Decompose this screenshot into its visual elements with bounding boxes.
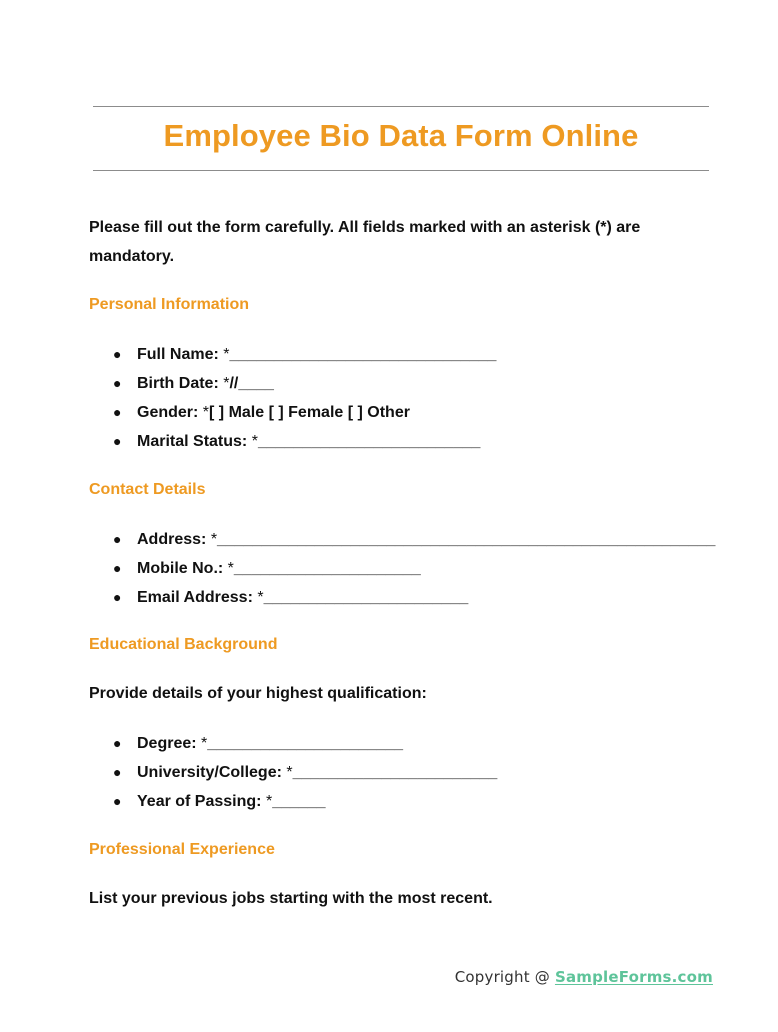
required-asterisk: * [223,375,230,392]
education-description: Provide details of your highest qualification: [89,685,427,702]
page-title: Employee Bio Data Form Online [163,118,639,153]
bullet-icon: ● [113,531,122,547]
field-label: Year of Passing: [137,793,262,810]
section-heading-contact: Contact Details [89,481,206,498]
personal-fields-list [89,340,496,456]
field-blank[interactable]: _____________________ [233,560,421,577]
field-blank[interactable]: ______________________ [207,735,404,752]
field-blank[interactable]: _______________________ [263,589,469,606]
bullet-icon: ● [113,560,122,576]
contact-fields-list [89,525,715,612]
field-blank[interactable]: _________________________ [257,433,481,450]
section-heading-experience: Professional Experience [89,841,275,858]
field-address[interactable] [89,525,715,554]
field-email[interactable] [89,583,715,612]
bullet-icon: ● [113,793,122,809]
section-heading-education: Educational Background [89,636,278,653]
bullet-icon: ● [113,764,122,780]
bullet-icon: ● [113,404,122,420]
field-blank[interactable]: ________________________________________________________ [217,531,716,548]
field-label: Email Address: [137,589,253,606]
bullet-icon: ● [113,346,122,362]
title-top-divider [93,106,709,107]
required-asterisk: * [202,404,210,421]
field-degree[interactable] [89,729,497,758]
field-label: Mobile No.: [137,560,224,577]
intro-text: Please fill out the form carefully. All fields marked with an asterisk (*) are mandatory. [89,219,641,265]
sampleforms-link[interactable]: SampleForms.com [554,968,713,986]
experience-description: List your previous jobs starting with the most recent. [89,890,493,907]
bullet-icon: ● [113,589,122,605]
field-label: Degree: [137,735,197,752]
field-label: University/College: [137,764,282,781]
field-marital-status[interactable] [89,427,496,456]
bullet-icon: ● [113,433,122,449]
bullet-icon: ● [113,375,122,391]
field-blank[interactable]: ______________________________ [229,346,497,363]
field-label: Address: [137,531,207,548]
required-asterisk: * [210,531,218,548]
title-bottom-divider [93,170,709,171]
copyright-prefix: Copyright @ [454,968,555,986]
field-blank[interactable]: //____ [229,375,274,392]
field-blank[interactable]: ______ [272,793,326,810]
required-asterisk: * [257,589,264,606]
required-asterisk: * [251,433,258,450]
copyright-footer [455,968,713,986]
required-asterisk: * [227,560,234,577]
field-label: Birth Date: [137,375,219,392]
gender-options[interactable]: [ ] Male [ ] Female [ ] Other [209,404,410,421]
section-heading-personal: Personal Information [89,296,250,313]
required-asterisk: * [201,735,208,752]
field-blank[interactable]: _______________________ [292,764,498,781]
required-asterisk: * [223,346,230,363]
field-birth-date[interactable] [89,369,496,398]
field-university[interactable] [89,758,497,787]
field-label: Gender: [137,404,199,421]
field-full-name[interactable] [89,340,496,369]
bullet-icon: ● [113,735,122,751]
field-gender[interactable] [89,398,496,427]
education-fields-list [89,729,497,816]
required-asterisk: * [265,793,273,810]
required-asterisk: * [286,764,293,781]
field-label: Full Name: [137,346,219,363]
field-label: Marital Status: [137,433,248,450]
field-mobile[interactable] [89,554,715,583]
field-year-of-passing[interactable] [89,787,497,816]
